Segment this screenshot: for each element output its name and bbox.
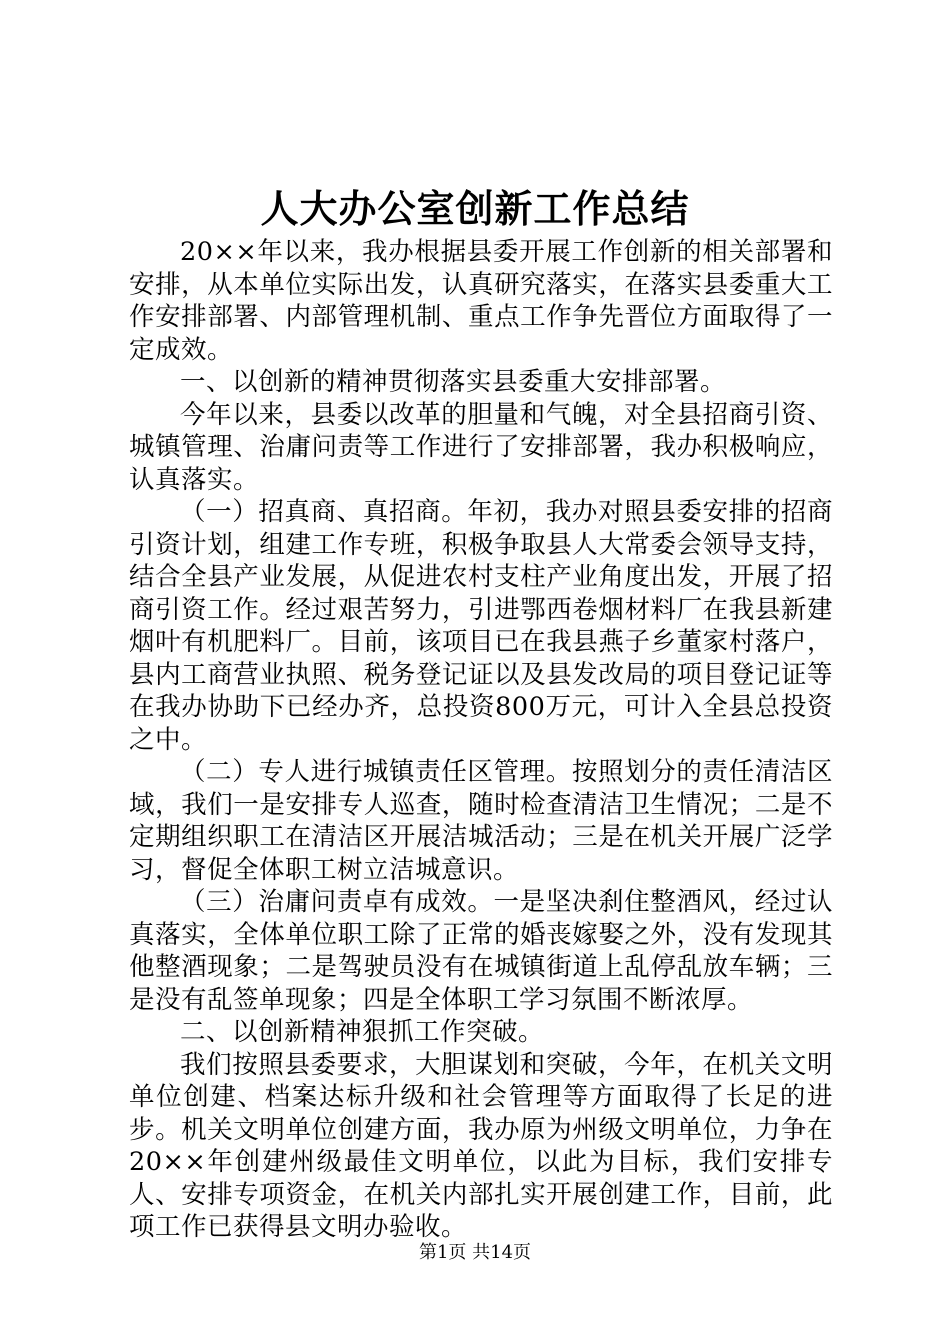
section-heading-1: 一、以创新的精神贯彻落实县委重大安排部署。 [180, 367, 727, 397]
paragraph-section-1-intro: 今年以来，县委以改革的胆量和气魄，对全县招商引资、城镇管理、治庸问责等工作进行了安排部署，我办积极响应，认真落实。 [129, 399, 833, 495]
page-footer: 第1页 共14页 [418, 1242, 532, 1263]
paragraph-intro: 20××年以来，我办根据县委开展工作创新的相关部署和安排，从本单位实际出发，认真研究落实，在落实县委重大工作安排部署、内部管理机制、重点工作争先晋位方面取得了一定成效。 [129, 237, 833, 365]
section-heading-2: 二、以创新精神狠抓工作突破。 [180, 1017, 545, 1047]
document-title: 人大办公室创新工作总结 [260, 186, 690, 231]
paragraph-section-2-body: 我们按照县委要求，大胆谋划和突破，今年，在机关文明单位创建、档案达标升级和社会管理等方面取得了长足的进步。机关文明单位创建方面，我办原为州级文明单位，力争在20××年创建州级最佳文明单位，以此为目标，我们安排专人、安排专项资金，在机关内部扎实开展创建工作，目前，此项工作已获得县文明办验收。 [129, 1049, 833, 1242]
paragraph-item-3: （三）治庸问责卓有成效。一是坚决刹住整酒风，经过认真落实，全体单位职工除了正常的婚丧嫁娶之外，没有发现其他整酒现象；二是驾驶员没有在城镇街道上乱停乱放车辆；三是没有乱签单现象；四是全体职工学习氛围不断浓厚。 [129, 887, 833, 1015]
paragraph-item-2: （二）专人进行城镇责任区管理。按照划分的责任清洁区域，我们一是安排专人巡查，随时检查清洁卫生情况；二是不定期组织职工在清洁区开展洁城活动；三是在机关开展广泛学习，督促全体职工树立洁城意识。 [129, 757, 833, 885]
paragraph-item-1: （一）招真商、真招商。年初，我办对照县委安排的招商引资计划，组建工作专班，积极争取县人大常委会领导支持，结合全县产业发展，从促进农村支柱产业角度出发，开展了招商引资工作。经过艰苦努力，引进鄂西卷烟材料厂在我县新建烟叶有机肥料厂。目前，该项目已在我县燕子乡董家村落户，县内工商营业执照、税务登记证以及县发改局的项目登记证等在我办协助下已经办齐，总投资800万元，可计入全县总投资之中。 [129, 497, 833, 755]
document-body [129, 236, 833, 1244]
